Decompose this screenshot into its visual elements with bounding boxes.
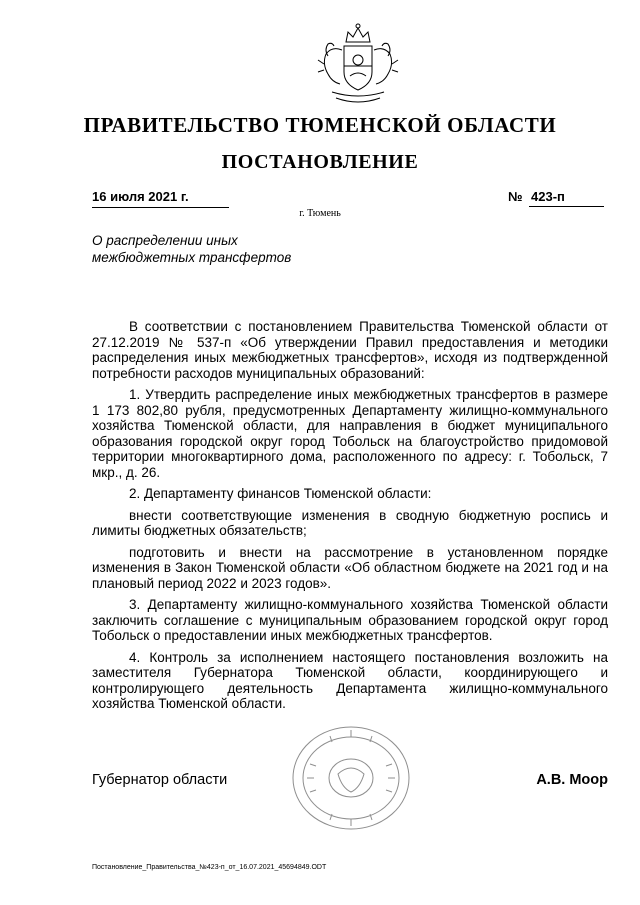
government-title: ПРАВИТЕЛЬСТВО ТЮМЕНСКОЙ ОБЛАСТИ xyxy=(83,113,557,137)
document-type: ПОСТАНОВЛЕНИЕ xyxy=(221,151,419,173)
footer-filename: Постановление_Правительства_№423-п_от_16.07.2021_45694849.ODT xyxy=(92,864,327,871)
city: г. Тюмень xyxy=(299,208,341,219)
signature-name: А.В. Моор xyxy=(536,772,608,788)
signature-title: Губернатор области xyxy=(92,772,228,788)
number-sign: № xyxy=(508,189,523,204)
document-date: 16 июля 2021 г. xyxy=(92,189,229,208)
paragraph-3: 3. Департаменту жилищно-коммунального хозяйства Тюменской области заключить соглашение с муниципальным образованием городской округ город Тобольск о предоставлении иных межбюджетных трансфертов. xyxy=(92,597,608,643)
document-body xyxy=(92,319,608,718)
paragraph-2a: внести соответствующие изменения в сводную бюджетную роспись и лимиты бюджетных обязательств; xyxy=(92,507,608,538)
paragraph-4: 4. Контроль за исполнением настоящего постановления возложить на заместителя Губернатора Тюменской области, координирующего и контролирующего деятельность Департамента жилищно-коммунального хозяйства Тюменской области. xyxy=(92,649,608,711)
paragraph-2b: подготовить и внести на рассмотрение в установленном порядке изменения в Закон Тюменской области «Об областном бюджете на 2021 год и на плановый период 2022 и 2023 годов». xyxy=(92,544,608,591)
subject-line-1: О распределении иных xyxy=(92,233,238,248)
number-value: 423-п xyxy=(529,189,604,207)
paragraph-1: 1. Утвердить распределение иных межбюджетных трансфертов в размере 1 173 802,80 рубля, предусмотренных Департаменту жилищно-коммунального хозяйства Тюменской области, для направления в бюджет муниципального образования городской округ город Тобольск на благоустройство придомовой территории многоквартирного дома, расположенного по адресу: г. Тобольск, 7 мкр., д. 26. xyxy=(92,387,608,480)
paragraph-2: 2. Департаменту финансов Тюменской области: xyxy=(129,486,432,501)
document-subject xyxy=(92,232,342,266)
coat-of-arms-icon xyxy=(310,20,406,108)
preamble-paragraph: В соответствии с постановлением Правительства Тюменской области от 27.12.2019 № 537-п «Об утверждении Правил предоставления и методики распределения иных межбюджетных трансфертов», исходя из подтвержденной потребности расходов муниципальных образований: xyxy=(92,319,608,381)
subject-line-2: межбюджетных трансфертов xyxy=(92,250,292,265)
seal-stamp-icon xyxy=(290,724,412,832)
document-number xyxy=(508,189,604,207)
